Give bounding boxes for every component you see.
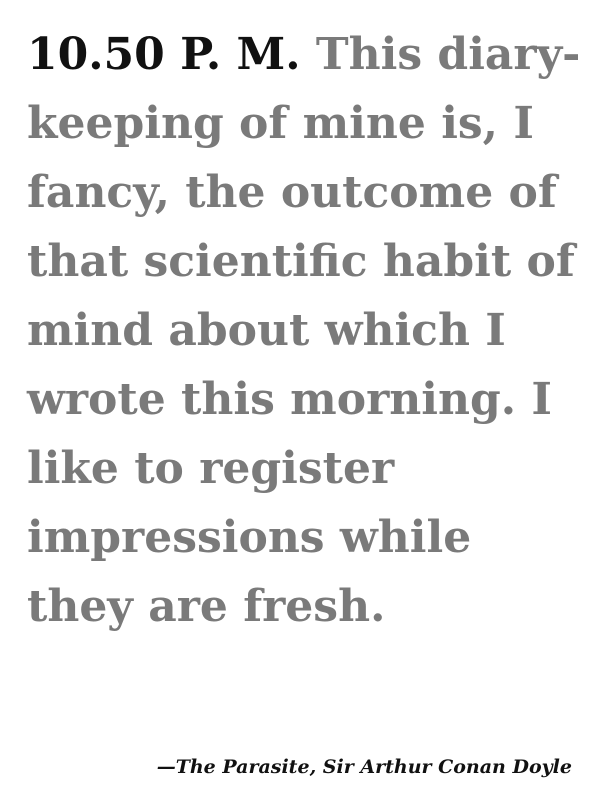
work-title: The Parasite [175, 756, 310, 778]
attribution-separator: , [309, 756, 323, 778]
quote-body [27, 20, 587, 641]
time-stamp: 10.50 P. M. [27, 29, 301, 80]
attribution-dash: — [156, 756, 176, 778]
quote-text: This diary-keeping of mine is, I fancy, the outcome of that scientific habit of mind about which I wrote this morning. I like to register impressions while they are fresh. [27, 29, 581, 632]
attribution [157, 754, 572, 780]
author-name: Sir Arthur Conan Doyle [322, 756, 572, 778]
